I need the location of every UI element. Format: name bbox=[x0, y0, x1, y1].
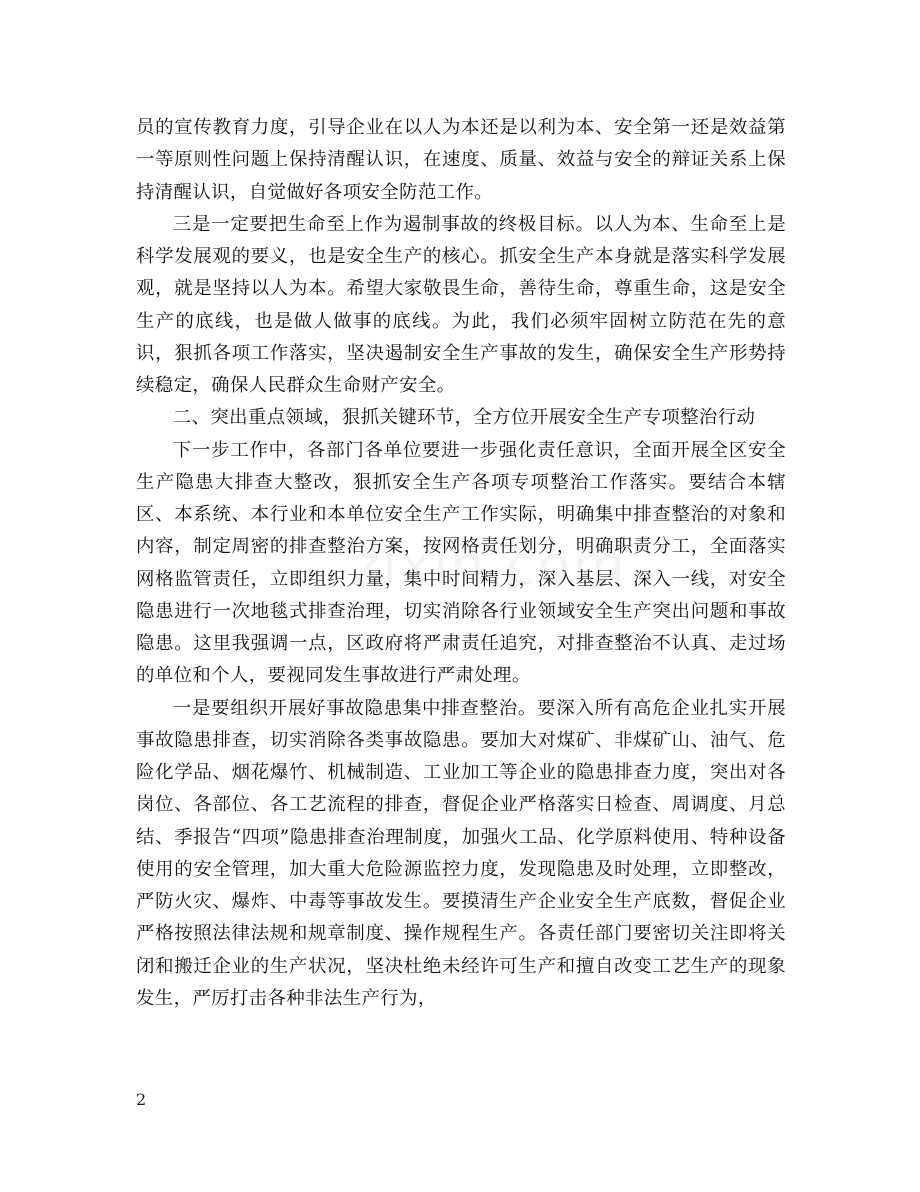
paragraph-hazard-inspection: 一是要组织开展好事故隐患集中排查整治。要深入所有高危企业扎实开展事故隐患排查，切实消除各类事故隐患。要加大对煤矿、非煤矿山、油气、危险化学品、烟花爆竹、机械制造、工业加工等企业的隐患排查力度，突出对各岗位、各部位、各工艺流程的排查，督促企业严格落实日检查、周调度、月总结、季报告“四项”隐患排查治理制度，加强火工品、化学原料使用、特种设备使用的安全管理，加大重大危险源监控力度，发现隐患及时处理，立即整改，严防火灾、爆炸、中毒等事故发生。要摸清生产企业安全生产底数，督促企业严格按照法律法规和规章制度、操作规程生产。各责任部门要密切关注即将关闭和搬迁企业的生产状况，坚决杜绝未经许可生产和擅自改变工艺生产的现象发生，严厉打击各种非法生产行为， bbox=[136, 697, 786, 1009]
paragraph-life-first: 三是一定要把生命至上作为遏制事故的终极目标。以人为本、生命至上是科学发展观的要义，也是安全生产的核心。抓安全生产本身就是落实科学发展观，就是坚持以人为本。希望大家敬畏生命，善待生命，尊重生命，这是安全生产的底线，也是做人做事的底线。为此，我们必须牢固树立防范在先的意识，狠抓各项工作落实，坚决遏制安全生产事故的发生，确保安全生产形势持续稳定，确保人民群众生命财产安全。 bbox=[136, 213, 786, 396]
page-number: 2 bbox=[136, 1090, 147, 1109]
paragraph-next-steps: 下一步工作中，各部门各单位要进一步强化责任意识，全面开展全区安全生产隐患大排查大整改，狠抓安全生产各项专项整治工作落实。要结合本辖区、本系统、本行业和本单位安全生产工作实际，明确集中排查整治的对象和内容，制定周密的排查整治方案，按网格责任划分，明确职责分工，全面落实网格监管责任，立即组织力量，集中时间精力，深入基层、深入一线，对安全隐患进行一次地毯式排查治理，切实消除各行业领域安全生产突出问题和事故隐患。这里我强调一点，区政府将严肃责任追究，对排查整治不认真、走过场的单位和个人，要视同发生事故进行严肃处理。 bbox=[136, 439, 786, 687]
body-text bbox=[136, 112, 786, 1015]
paragraph-continuation: 员的宣传教育力度，引导企业在以人为本还是以利为本、安全第一还是效益第一等原则性问题上保持清醒认识，在速度、质量、效益与安全的辩证关系上保持清醒认识，自觉做好各项安全防范工作。 bbox=[136, 117, 786, 203]
section-heading-two: 二、突出重点领域，狠抓关键环节，全方位开展安全生产专项整治行动 bbox=[172, 407, 756, 429]
